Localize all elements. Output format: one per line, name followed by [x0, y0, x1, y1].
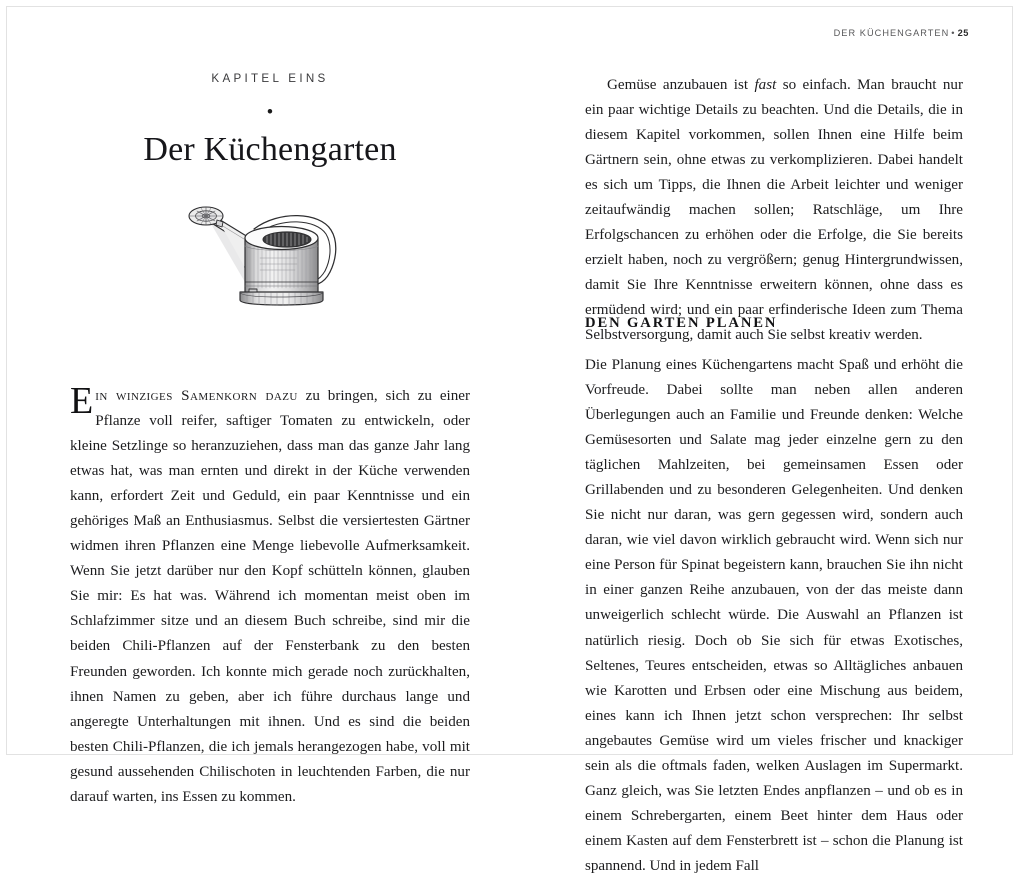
lead-small-caps: in winziges Samenkorn dazu	[95, 388, 298, 404]
running-head-title: DER KÜCHENGARTEN	[833, 28, 950, 38]
paragraph-planning: Die Planung eines Küchengartens macht Spaß und erhöht die Vorfreude. Dabei sollte man neben allen anderen Überlegungen auch an Familie und Freunde denken: Welche Gemüsesorten und Salate mag jeder einzelne gern zu den täglichen Mahlzeiten, bei gemeinsamen Essen oder Grillabenden und zu besonderen Gelegenheiten. Und denken Sie nicht nur daran, was gern gegessen wird, sondern auch daran, wie viel davon wirklich gebraucht wird. Wenn sich nur eine Person für Spinat begeistern kann, brauchen Sie ihn nicht in einer ganzen Reihe anzubauen, von der das meiste dann unweigerlich schlecht würde. Die Auswahl an Pflanzen ist natürlich riesig. Doch ob Sie sich für etwas Exotisches, Seltenes, Teures entscheiden, etwas so Alltägliches anbauen wie Karotten und Erbsen oder eine Mischung aus beidem, eines kann ich Ihnen jetzt schon versprechen: Ihr selbst angebautes Gemüse wird um vieles frischer und knackiger sein als die oftmals faden, welken Auslagen im Supermarkt. Ganz gleich, was Sie letzten Endes anpflanzen – und ob es in einem Schrebergarten, einem Beet hinter dem Haus oder einem Kasten auf dem Fensterbrett ist – schon die Planung ist spannend. Und in jedem Fall	[585, 357, 963, 874]
left-column	[64, 7, 476, 805]
book-page	[6, 6, 1013, 874]
right-column	[585, 7, 963, 874]
right-column-body	[585, 353, 963, 879]
chapter-eyebrow: KAPITEL EINS	[211, 72, 329, 85]
paragraph-intro	[585, 73, 963, 349]
section-heading: DEN GARTEN PLANEN	[585, 315, 778, 331]
running-head-separator: •	[951, 28, 956, 38]
drop-cap: E	[70, 380, 94, 422]
chapter-title: Der Küchengarten	[143, 131, 397, 168]
paragraph-lead	[70, 380, 471, 810]
watering-can-icon	[177, 196, 363, 312]
left-column-body	[70, 380, 471, 810]
right-column-intro	[585, 73, 963, 349]
intro-text-after-italic: so einfach. Man braucht nur ein paar wichtige Details zu beachten. Und die Details, die in diesem Kapitel vorkommen, sollen Ihnen eine Hilfe beim Gärtnern sein, ohne etwas zu verkomplizieren. Dabei handelt es sich um Tipps, die Ihnen die Arbeit leichter und weniger zeitaufwändig machen sollen; Ratschläge, um Ihre Erfolgschancen zu erhöhen oder die Erfolge, die Sie bereits erzielt haben, noch zu vergrößern; genug Hintergrundwissen, damit Sie Ihre Kenntnisse erweitern können, ohne dass es ermüdend wird; und ein paar erfinderische Ideen zum Thema Selbstversorgung, damit auch Sie selbst kreativ werden.	[585, 77, 963, 344]
lead-body-text: zu bringen, sich zu einer Pflanze voll reifer, saftiger Tomaten zu entwickeln, oder kleine Setzlinge so heranzuziehen, dass man das ganze Jahr lang etwas hat, was man ernten und direkt in der Küche verwenden kann, erfordert Zeit und Geduld, ein paar Kenntnisse und ein gehöriges Maß an Enthusiasmus. Selbst die versiertesten Gärtner widmen ihren Pflanzen eine Menge liebevolle Aufmerksamkeit. Wenn Sie jetzt darüber nur den Kopf schütteln können, glauben Sie mir: Es hat was. Während ich momentan meist oben im Schlafzimmer sitze und an diesem Buch schreibe, sind mir die beiden Chili-Pflanzen auf der Fensterbank zu den besten Freunden geworden. Ich konnte mich gerade noch zurückhalten, ihnen Namen zu geben, aber ich führe durchaus lange und angeregte Unterhaltungen mit ihnen. Und es sind die beiden besten Chili-Pflanzen, die ich jemals herangezogen habe, voll mit gesund aussehenden Chilischoten in leuchtenden Farben, die nur darauf warten, ins Essen zu kommen.	[70, 388, 471, 805]
page-number: 25	[957, 28, 969, 38]
intro-text-before-italic: Gemüse anzubauen ist	[607, 77, 755, 93]
chapter-ornament-dot: •	[266, 102, 274, 123]
intro-italic-word: fast	[754, 77, 777, 93]
